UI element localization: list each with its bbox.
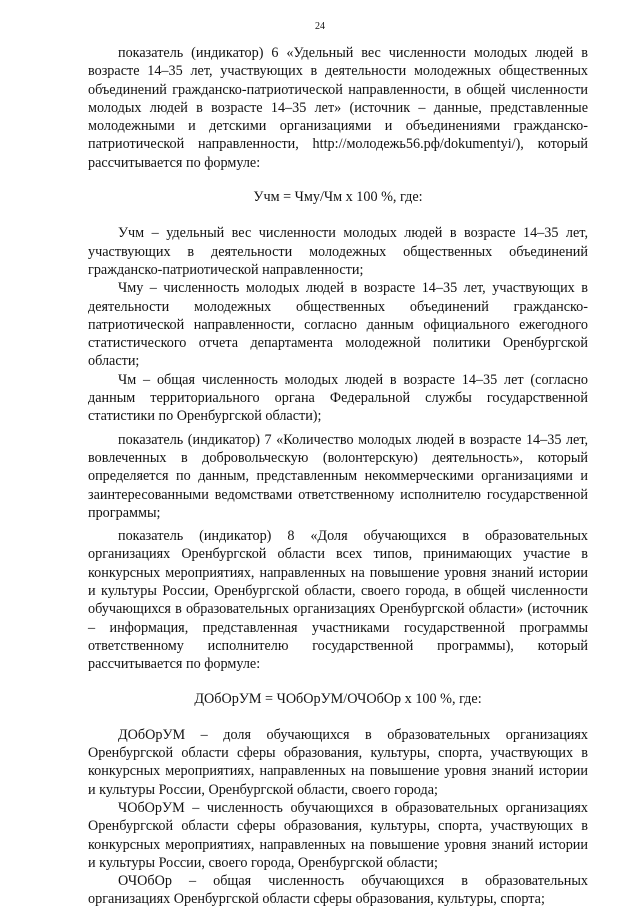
indicator-6-paragraph: показатель (индикатор) 6 «Удельный вес численности молодых людей в возрасте 14–35 лет, участвующих в деятельности молодежных общественных объединений гражданско-патриотической направленности, в общей численности молодых людей в возрасте 14–35 лет» (источник – данные, представленные молодежными и детскими организациями и объединениями гражданско-патриотической направленности, http://молодежь56.рф/dokumentyi/), который рассчитывается по формуле:	[88, 45, 588, 171]
formula-dobor-um: ДОбОрУМ = ЧОбОрУМ/ОЧОбОр x 100 %, где:	[194, 690, 482, 707]
definition-chm: Чм – общая численность молодых людей в возрасте 14–35 лет (согласно данным территориального органа Федеральной службы государственной статистики по Оренбургской области);	[88, 371, 588, 425]
document-body	[88, 44, 588, 909]
page-number: 24	[315, 21, 325, 32]
definition-uchm: Учм – удельный вес численности молодых людей в возрасте 14–35 лет, участвующих в деятельности молодежных общественных объединений гражданско-патриотической направленности;	[88, 225, 588, 278]
definition-chobor-um: ЧОбОрУМ – численность обучающихся в образовательных организациях Оренбургской области сферы образования, культуры, спорта, участвующих в конкурсных мероприятиях, направленных на повышение уровня знаний истории и культуры России, своего города, Оренбургской области;	[88, 799, 588, 871]
definition-dobor-um: ДОбОрУМ – доля обучающихся в образовательных организациях Оренбургской области сферы образования, культуры, спорта, участвующих в конкурсных мероприятиях, направленных на повышение уровня знаний истории и культуры России, Оренбургской области, своего города;	[88, 726, 588, 798]
indicator-7-paragraph: показатель (индикатор) 7 «Количество молодых людей в возрасте 14–35 лет, вовлеченных в добровольческую (волонтерскую) деятельность», который определяется по данным, представленным некоммерческими организациями и заинтересованными ведомствами ответственному исполнителю государственной программы;	[88, 431, 588, 521]
definition-ochobor: ОЧОбОр – общая численность обучающихся в образовательных организациях Оренбургской области сферы образования, культуры, спорта;	[88, 873, 588, 908]
definition-chmu: Чму – численность молодых людей в возрасте 14–35 лет, участвующих в деятельности молодежных общественных объединений гражданско-патриотической направленности, согласно данным официального ежегодного статистического отчета департамента молодежной политики Оренбургской области;	[88, 280, 588, 370]
formula-uchm: Учм = Чму/Чм x 100 %, где:	[253, 189, 423, 206]
indicator-8-paragraph: показатель (индикатор) 8 «Доля обучающихся в образовательных организациях Оренбургской области всех типов, принимающих участие в конкурсных мероприятиях, направленных на повышение уровня знаний истории и культуры России, Оренбургской области, своего города, в общей численности обучающихся в образовательных организациях Оренбургской области» (источник – информация, представленная участниками государственной программы ответственному исполнителю государственной программы), который рассчитывается по формуле:	[88, 528, 588, 673]
